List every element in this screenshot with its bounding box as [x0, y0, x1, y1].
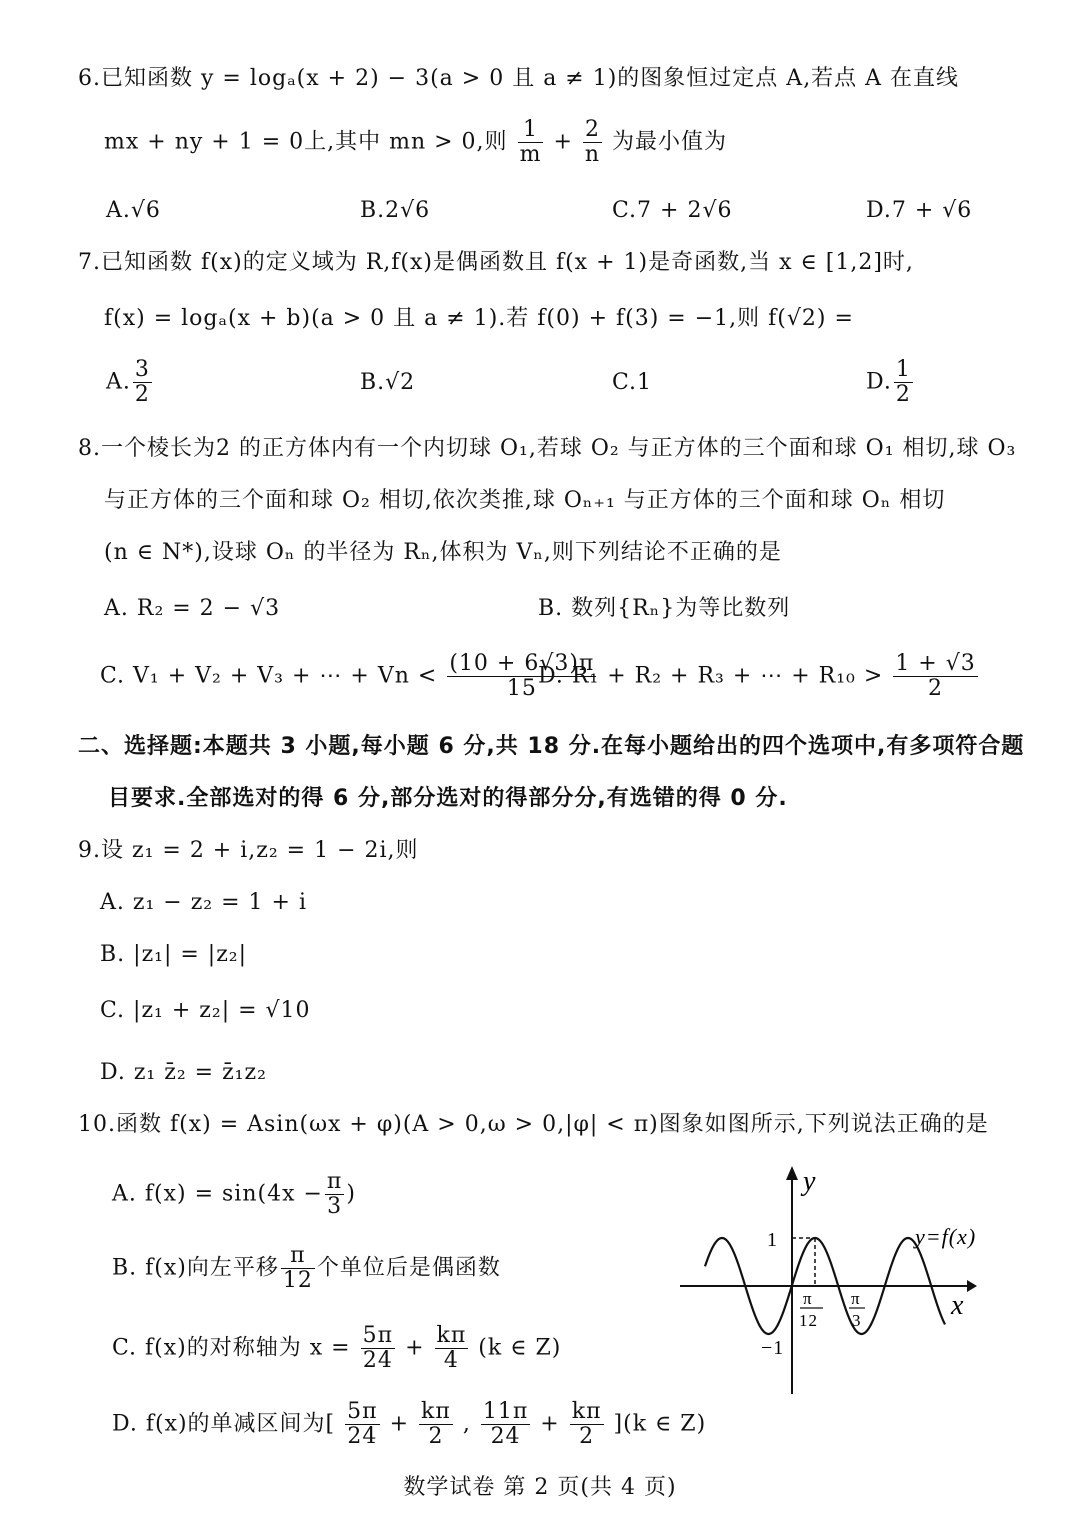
q7-option-d[interactable]: D. $\frac{1}{2}$: [866, 357, 911, 408]
q7-option-a[interactable]: A. $\frac{3}{2}$: [106, 357, 150, 408]
q8-stem-line1: 8.一个棱长为2 的正方体内有一个内切球 O₁,若球 O₂ 与正方体的三个面和球 O₁ 相切,球 O₃: [78, 436, 1017, 461]
q6-stem-text: mx + ny + 1 = 0上,其中 mn > 0,则: [104, 129, 508, 155]
q6-plus: +: [553, 129, 573, 155]
q9-option-d[interactable]: D. z₁ z̄₂ = z̄₁z₂: [100, 1060, 267, 1085]
q8-option-d[interactable]: D. R₁ + R₂ + R₃ + ⋯ + R₁₀ > $\frac{1 + √3}{2}$: [538, 651, 976, 702]
tick-label-pi3-den: 3: [852, 1311, 862, 1330]
page-footer: 数学试卷 第 2 页(共 4 页): [403, 1475, 677, 1500]
q8-stem-line3: (n ∈ N*),设球 Oₙ 的半径为 Rₙ,体积为 Vₙ,则下列结论不正确的是: [104, 540, 782, 565]
q10-option-a[interactable]: A. f(x) = sin(4x − $\frac{\pi}{3}$ ): [112, 1169, 356, 1220]
q9-stem: 9.设 z₁ = 2 + i,z₂ = 1 − 2i,则: [78, 838, 419, 863]
q9-option-a[interactable]: A. z₁ − z₂ = 1 + i: [100, 890, 307, 915]
q10-option-c[interactable]: C. f(x)的对称轴为 x = $\frac{5\pi}{24}$ + $\frac{k\pi}{4}$ (k ∈ Z): [112, 1323, 562, 1374]
q6-fraction-2-over-n: $\frac{2}{n}$: [584, 117, 601, 168]
q10-stem: 10.函数 f(x) = Asin(ωx + φ)(A > 0,ω > 0,|φ| < π)图象如图所示,下列说法正确的是: [78, 1112, 989, 1137]
q10-option-b[interactable]: B. f(x)向左平移 $\frac{\pi}{12}$ 个单位后是偶函数: [112, 1243, 501, 1294]
q6-stem-tail: 为最小值为: [612, 129, 728, 155]
q6-option-b[interactable]: B.2√6: [360, 198, 431, 223]
y-axis-label: y: [803, 1166, 817, 1197]
q8-option-c[interactable]: C. V₁ + V₂ + V₃ + ⋯ + Vn < $\frac{(10 + 6√3)\pi}{15}$: [100, 651, 595, 702]
tick-label-pi12-den: 12: [799, 1311, 818, 1330]
q10-option-d[interactable]: D. f(x)的单减区间为[ $\frac{5\pi}{24}$ + $\frac{k\pi}{2}$ , $\frac{11\pi}{24}$ + $\frac{k\pi}{2}$ ](k ∈ Z): [112, 1399, 707, 1450]
x-axis-label: x: [951, 1290, 965, 1321]
sine-graph: [675, 1158, 995, 1403]
q6-option-a[interactable]: A.√6: [106, 198, 161, 223]
tick-label-neg1: −1: [761, 1337, 785, 1359]
q6-fraction-1-over-m: $\frac{1}{m}$: [519, 117, 542, 168]
q8-option-b[interactable]: B. 数列{Rₙ}为等比数列: [538, 596, 791, 621]
q7-option-c[interactable]: C.1: [612, 370, 653, 395]
y-axis-arrow: [786, 1166, 798, 1180]
x-axis-arrow: [967, 1280, 977, 1292]
q7-stem-line1: 7.已知函数 f(x)的定义域为 R,f(x)是偶函数且 f(x + 1)是奇函数,当 x ∈ [1,2]时,: [78, 250, 914, 275]
q6-stem-line2: [104, 118, 727, 167]
q7-option-b[interactable]: B.√2: [360, 370, 416, 395]
q8-stem-line2: 与正方体的三个面和球 O₂ 相切,依次类推,球 Oₙ₊₁ 与正方体的三个面和球 Oₙ 相切: [104, 488, 946, 513]
tick-label-pi3-num: π: [851, 1289, 861, 1308]
q6-option-d[interactable]: D.7 + √6: [866, 198, 973, 223]
q9-option-c[interactable]: C. |z₁ + z₂| = √10: [100, 998, 311, 1023]
tick-label-pi12-num: π: [803, 1289, 813, 1308]
section2-instructions-line2: 目要求.全部选对的得 6 分,部分选对的得部分分,有选错的得 0 分.: [108, 786, 788, 811]
q7-stem-line2: f(x) = logₐ(x + b)(a > 0 且 a ≠ 1).若 f(0) + f(3) = −1,则 f(√2) =: [104, 306, 854, 331]
q9-option-b[interactable]: B. |z₁| = |z₂|: [100, 942, 248, 967]
tick-label-1: 1: [767, 1229, 778, 1251]
q8-option-a[interactable]: A. R₂ = 2 − √3: [104, 596, 281, 621]
q6-option-c[interactable]: C.7 + 2√6: [612, 198, 733, 223]
section2-instructions-line1: 二、选择题:本题共 3 小题,每小题 6 分,共 18 分.在每小题给出的四个选项中,有多项符合题: [78, 734, 1025, 759]
q6-stem-line1: 6.已知函数 y = logₐ(x + 2) − 3(a > 0 且 a ≠ 1)的图象恒过定点 A,若点 A 在直线: [78, 66, 960, 91]
curve-label: y=f(x): [915, 1224, 977, 1249]
